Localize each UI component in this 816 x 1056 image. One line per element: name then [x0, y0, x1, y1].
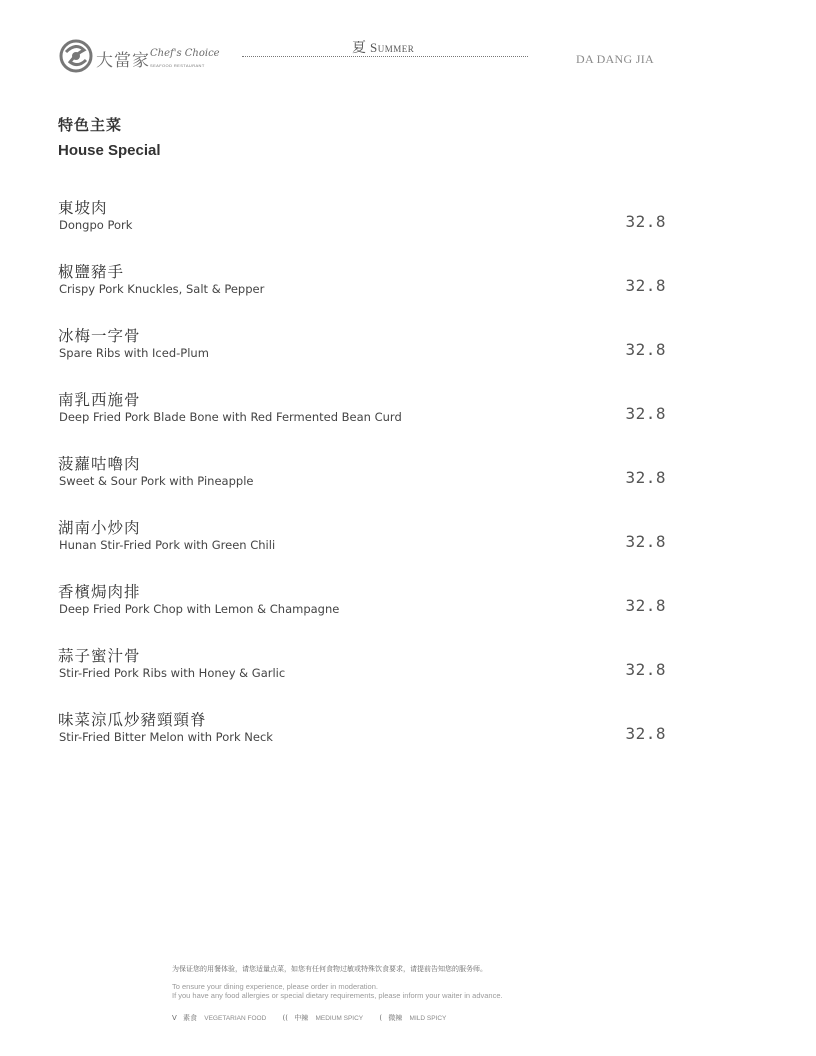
- legend-label-chinese: 素食: [183, 1014, 198, 1022]
- dish-name-chinese: 蒜子蜜汁骨: [58, 647, 141, 665]
- dish-name-english: Hunan Stir-Fried Pork with Green Chili: [59, 538, 276, 552]
- dish-name-chinese: 椒鹽豬手: [58, 263, 125, 281]
- menu-item: [58, 644, 678, 708]
- chili-single-icon: (: [379, 1014, 383, 1022]
- dish-price: 32.8: [625, 404, 666, 423]
- legend-label-chinese: 微辣: [388, 1014, 403, 1022]
- dish-price: 32.8: [625, 340, 666, 359]
- logo-emblem-icon: [58, 38, 94, 74]
- menu-item: [58, 452, 678, 516]
- legend-label-english: MEDIUM SPICY: [315, 1015, 364, 1022]
- menu-item: [58, 260, 678, 324]
- dish-price: 32.8: [625, 212, 666, 231]
- dish-name-chinese: 湖南小炒肉: [58, 519, 141, 537]
- dish-price: 32.8: [625, 596, 666, 615]
- season-label: [352, 37, 414, 57]
- dish-name-chinese: 南乳西施骨: [58, 391, 141, 409]
- legend-label-english: MILD SPICY: [409, 1015, 447, 1022]
- dish-name-english: Crispy Pork Knuckles, Salt & Pepper: [59, 282, 265, 296]
- footer-note-chinese: 为保证您的用餐体验，请您适量点菜，如您有任何食物过敏或特殊饮食要求，请提前告知您的服务师。: [172, 965, 487, 973]
- legend-label-chinese: 中辣: [294, 1014, 309, 1022]
- menu-item: [58, 196, 678, 260]
- dish-price: 32.8: [625, 532, 666, 551]
- footer-note-english-2: If you have any food allergies or special dietary requirements, please inform your waiter in advance.: [172, 991, 503, 1000]
- dish-price: 32.8: [625, 276, 666, 295]
- dish-name-english: Deep Fried Pork Blade Bone with Red Fermented Bean Curd: [59, 410, 402, 424]
- menu-item: [58, 324, 678, 388]
- restaurant-logo: [58, 38, 220, 78]
- dish-name-english: Sweet & Sour Pork with Pineapple: [59, 474, 254, 488]
- leaf-v-icon: V: [172, 1014, 177, 1022]
- dish-name-chinese: 味菜涼瓜炒豬頸頸脊: [58, 711, 207, 729]
- logo-english-name: Chef's Choice: [150, 48, 220, 59]
- dish-name-chinese: 香檳焗肉排: [58, 583, 141, 601]
- season-chinese: 夏: [352, 41, 366, 56]
- dish-name-chinese: 菠蘿咕嚕肉: [58, 455, 141, 473]
- header-dotted-divider: [242, 56, 528, 57]
- menu-item: [58, 516, 678, 580]
- legend-vegetarian: [172, 1013, 266, 1023]
- menu-item: [58, 580, 678, 644]
- logo-chinese-name: 大當家: [96, 51, 150, 71]
- chili-double-icon: ((: [282, 1014, 288, 1022]
- dish-name-english: Deep Fried Pork Chop with Lemon & Champagne: [59, 602, 340, 616]
- legend-mild-spicy: [379, 1013, 446, 1023]
- dish-name-english: Spare Ribs with Iced-Plum: [59, 346, 209, 360]
- dish-price: 32.8: [625, 724, 666, 743]
- dish-price: 32.8: [625, 468, 666, 487]
- menu-item: [58, 708, 678, 772]
- section-title-chinese: 特色主菜: [58, 116, 123, 134]
- dietary-legend: [172, 1013, 460, 1023]
- menu-item: [58, 388, 678, 452]
- dish-price: 32.8: [625, 660, 666, 679]
- menu-list: [58, 196, 678, 772]
- dish-name-english: Stir-Fried Pork Ribs with Honey & Garlic: [59, 666, 286, 680]
- dish-name-english: Stir-Fried Bitter Melon with Pork Neck: [59, 730, 273, 744]
- legend-label-english: VEGETARIAN FOOD: [204, 1015, 267, 1022]
- footer-note-english-1: To ensure your dining experience, please order in moderation.: [172, 982, 378, 991]
- section-title-english: House Special: [58, 142, 161, 159]
- dish-name-english: Dongpo Pork: [59, 218, 133, 232]
- season-english: Summer: [370, 40, 415, 55]
- legend-medium-spicy: [283, 1013, 364, 1023]
- dish-name-chinese: 冰梅一字骨: [58, 327, 141, 345]
- dish-name-chinese: 東坡肉: [58, 199, 108, 217]
- logo-subtitle: SEAFOOD RESTAURANT: [150, 63, 205, 68]
- brand-name: DA DANG JIA: [576, 52, 654, 66]
